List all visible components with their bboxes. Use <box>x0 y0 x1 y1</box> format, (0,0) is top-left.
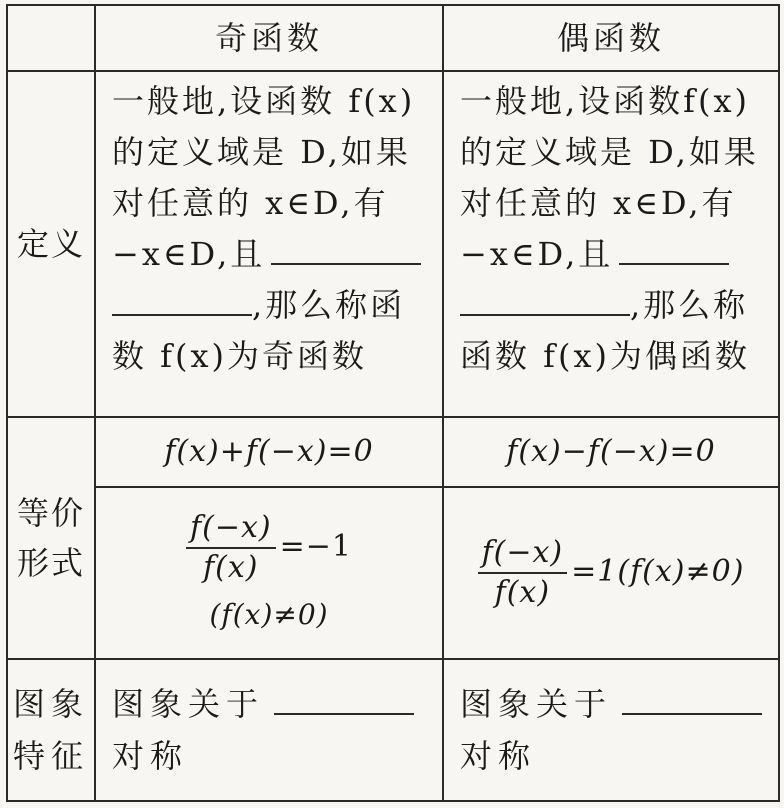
even-graph-feature <box>443 659 779 801</box>
odd-ratio-denominator: f(x) <box>203 550 259 585</box>
odd-def-line-5-text: ,那么称函 <box>252 286 406 324</box>
graph-label-line-2: 特征 <box>12 737 89 775</box>
odd-sum-formula: f(x)+f(−x)=0 <box>95 417 443 487</box>
odd-def-blank-1 <box>271 233 421 265</box>
even-def-blank-1 <box>619 233 729 265</box>
even-graph-line-1 <box>460 678 778 730</box>
even-def-line-4-text: −x∈D,且 <box>460 235 614 273</box>
even-definition <box>443 71 779 417</box>
even-ratio-denominator: f(x) <box>494 575 551 610</box>
even-ratio-rhs: =1(f(x)≠0) <box>571 554 745 589</box>
header-even: 偶函数 <box>443 5 779 71</box>
odd-def-line-3: 对任意的 x∈D,有 <box>112 184 389 222</box>
even-def-line-2: 的定义域是 D,如果 <box>460 133 759 171</box>
graph-label <box>7 659 95 801</box>
odd-graph-feature <box>95 659 443 801</box>
graph-row <box>7 659 779 801</box>
even-ratio-numerator: f(−x) <box>481 535 564 570</box>
equivalent-label <box>7 417 95 659</box>
odd-def-line-2: 的定义域是 D,如果 <box>112 133 411 171</box>
odd-definition <box>95 71 443 417</box>
odd-ratio-numerator: f(−x) <box>190 510 272 545</box>
even-def-line-6: 函数 f(x)为偶函数 <box>460 337 751 375</box>
odd-graph-line-1 <box>112 678 442 730</box>
even-graph-blank <box>622 683 762 715</box>
even-def-blank-2 <box>460 284 630 316</box>
even-ratio-cell <box>443 487 779 659</box>
even-graph-line-2: 对称 <box>460 737 537 775</box>
odd-ratio-cell <box>95 487 443 659</box>
odd-ratio-fraction <box>186 509 276 587</box>
odd-def-blank-2 <box>112 284 252 316</box>
equivalent-row-2 <box>7 487 779 659</box>
odd-even-function-table <box>6 4 780 802</box>
even-def-line-4 <box>460 229 764 280</box>
odd-graph-text: 图象关于 <box>112 685 265 723</box>
even-def-line-5-text: ,那么称 <box>630 286 749 324</box>
corner-cell <box>7 5 95 71</box>
definition-row <box>7 71 779 417</box>
equivalent-label-line-2: 形式 <box>16 544 85 582</box>
odd-def-line-4-text: −x∈D,且 <box>112 235 266 273</box>
even-def-line-1: 一般地,设函数f(x) <box>460 82 751 120</box>
header-odd: 奇函数 <box>95 5 443 71</box>
definition-label: 定义 <box>7 71 95 417</box>
odd-graph-line-2: 对称 <box>112 737 189 775</box>
odd-def-line-4 <box>112 229 428 280</box>
equivalent-row-1 <box>7 417 779 487</box>
even-def-line-3: 对任意的 x∈D,有 <box>460 184 737 222</box>
even-def-line-5 <box>460 280 764 331</box>
odd-def-line-6: 数 f(x)为奇函数 <box>112 337 368 375</box>
odd-def-line-5 <box>112 280 428 331</box>
equivalent-label-line-1: 等价 <box>16 494 85 532</box>
odd-graph-blank <box>274 683 414 715</box>
odd-ratio-condition: (f(x)≠0) <box>209 598 329 631</box>
graph-label-line-1: 图象 <box>12 685 89 723</box>
even-ratio-fraction <box>478 534 568 612</box>
even-graph-text: 图象关于 <box>460 685 613 723</box>
odd-ratio-rhs: =−1 <box>279 529 352 564</box>
header-row <box>7 5 779 71</box>
odd-def-line-1: 一般地,设函数 f(x) <box>112 82 416 120</box>
even-diff-formula: f(x)−f(−x)=0 <box>443 417 779 487</box>
